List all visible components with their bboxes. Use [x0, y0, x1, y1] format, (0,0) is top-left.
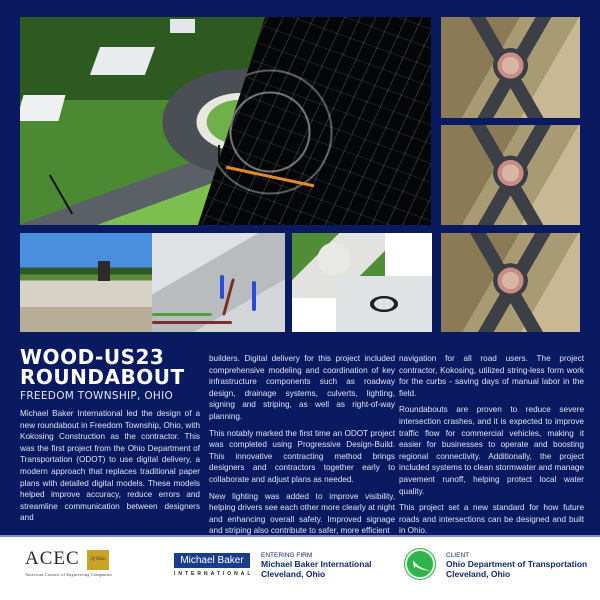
paragraph: New lighting was added to improve visibility, helping drivers see each other more clearly at night and enhancing overall safety. Improved signage and striping also contribute to safer, more efficient [209, 491, 395, 536]
acec-full-name: American Council of Engineering Companies [25, 572, 112, 577]
client-label: CLIENT [446, 552, 470, 559]
client-city: Cleveland, Ohio [446, 569, 511, 579]
hero-rendering-image [20, 17, 431, 225]
client-name: Ohio Department of Transportation [446, 559, 588, 569]
acec-logo [25, 548, 112, 577]
body-column-3 [399, 353, 584, 542]
pipe-red [152, 321, 232, 324]
entering-firm-info [261, 552, 372, 579]
client-info [446, 552, 587, 579]
mbi-wordmark: Michael Baker [174, 553, 250, 568]
construction-photo [20, 233, 152, 332]
mbi-subtitle: INTERNATIONAL [174, 571, 254, 577]
project-title [20, 347, 220, 387]
body-column-1 [20, 408, 200, 529]
paragraph: builders. Digital delivery for this project included comprehensive modeling and coordination of key infrastructure components such as roadway design, drainage systems, culverts, lighting, signing and striping, as well as right-of-way planning. [209, 354, 395, 421]
entering-firm-name: Michael Baker International [261, 559, 372, 569]
roundabout-model [336, 276, 432, 332]
ohio-state-icon: of Ohio [87, 550, 109, 570]
paragraph: Michael Baker International led the design of a new roundabout in Freedom Township, Ohio, with Kokosing Construction as the contractor. This was the first project from the Ohio Department of Transportation (ODOT) to use digital delivery, a modern approach that replaces traditional paper plans with detailed digital models. These models helped improve accuracy, reduce errors and streamline communication between designers and [20, 409, 200, 523]
project-location: FREEDOM TOWNSHIP, OHIO [20, 390, 174, 402]
house-shape [170, 19, 195, 33]
excavator-shape [98, 261, 110, 281]
aerial-photo-2 [441, 125, 580, 225]
pipe-blue [252, 281, 256, 311]
house-shape [20, 95, 65, 121]
odot-logo-icon [405, 549, 435, 579]
paragraph: Roundabouts are proven to reduce severe intersection crashes, and it is expected to improve traffic flow for commercial vehicles, making it easier for businesses to operate and boosting regional connectivity. Additionally, the project included systems to clean stormwater and manage pavement runoff, helping protect local water quality. [399, 405, 584, 496]
title-line-1: WOOD-US23 [20, 345, 165, 369]
house-shape [90, 47, 155, 75]
pipe-blue [220, 275, 224, 299]
drainage-model-image [152, 233, 285, 332]
odot-swoosh-icon [412, 558, 432, 574]
paragraph: This project set a new standard for how future roads and intersections can be designed and built in Ohio. [399, 503, 584, 536]
composite-image [292, 233, 432, 332]
michael-baker-logo [174, 553, 253, 577]
pipe-red [222, 278, 235, 315]
entering-firm-label: ENTERING FIRM [261, 552, 313, 559]
acec-wordmark: ACEC [25, 548, 80, 569]
paragraph: navigation for all road users. The project contractor, Kokosing, utilized string-less form work for the curbs - saving days of manual labor in the field. [399, 354, 584, 398]
body-column-2 [209, 353, 395, 542]
title-line-2: ROUNDABOUT [20, 365, 185, 389]
entering-firm-city: Cleveland, Ohio [261, 569, 326, 579]
aerial-photo-1 [441, 17, 580, 118]
aerial-photo-3 [441, 233, 580, 332]
paragraph: This notably marked the first time an ODOT project was completed using Progressive Design-Build. This innovative contracting method brings designers and contractors together early to collaborate and adjust plans as needed. [209, 428, 395, 484]
pipe-green [152, 313, 212, 316]
footer-divider [0, 535, 600, 537]
